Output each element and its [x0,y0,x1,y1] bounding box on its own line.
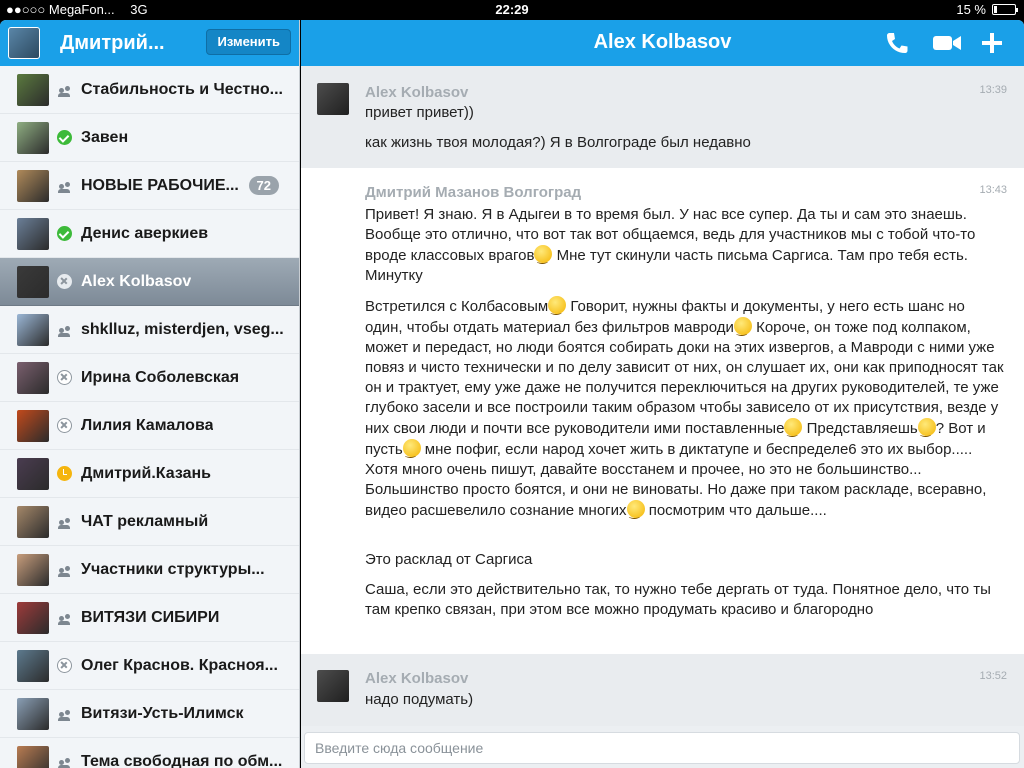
online-status-icon [57,130,72,145]
smiley-icon [627,500,645,518]
text-part: Мне тут скинули часть письма Саргиса. Там про тебя есть. Минутку [365,247,968,284]
text-part: Привет! Я знаю. Я в Адыгеи в то время был. У нас все супер. Да ты и сам это знаешь. Вообще это отлично, что вот так вот общаемся, ведь для участников мы с тобой что-то вроде классовых врагов [365,206,976,264]
contact-item[interactable] [0,498,299,546]
contact-name: ВИТЯЗИ СИБИРИ [81,608,220,626]
contact-avatar [17,410,49,442]
smiley-icon [784,418,802,436]
message-text [365,205,1005,286]
contact-name: Олег Краснов. Красноя... [81,656,278,674]
battery-icon [992,4,1016,15]
group-status-icon [57,514,72,529]
chat-title: Alex Kolbasov [593,31,732,53]
carrier-name: MegaFon... [48,2,115,17]
contact-name: Витязи-Усть-Илимск [81,704,244,722]
smiley-icon [918,418,936,436]
edit-button[interactable]: Изменить [206,29,291,55]
sender-name: Alex Kolbasov [365,670,469,687]
contact-item[interactable] [0,354,299,402]
message-text: как жизнь твоя молодая?) Я в Волгограде был недавно [365,134,751,151]
message-text: надо подумать) [365,691,474,708]
clock: 22:29 [495,2,529,17]
contact-name: Тема свободная по обм... [81,752,283,768]
group-status-icon [57,706,72,721]
contact-item[interactable] [0,210,299,258]
contact-avatar [17,458,49,490]
message-text [365,296,1005,521]
battery-percent: 15 % [956,2,986,17]
sender-name: Дмитрий Мазанов Волгоград [365,184,582,201]
text-part: посмотрим что дальше.... [644,502,827,519]
message-text: Это расклад от Саргиса [365,551,533,568]
network-type: 3G [130,2,148,17]
text-part: мне пофиг, если народ хочет жить в диктатупе и беспределе6 это их выбор..... Хотя много очень пишут, давайте восстанем и прочее, но это не большинство... Большинство просто боятся, и они не виноваты. Но даже при таком раскладе, всеравно, видео расшевелило сознание многих [365,441,987,519]
message-group [301,654,1024,726]
contact-name: Завен [81,128,129,146]
chat-panel [301,20,1024,768]
group-status-icon [57,322,72,337]
message-group [301,168,1024,654]
group-status-icon [57,562,72,577]
contact-avatar [17,170,49,202]
text-part: Короче, он тоже под колпаком, может и передаст, но люди боятся собирать доки на этих извергов, а Мавроди с ними уже повяз и чисто технически и по делу зависит от них, он слушает их, они как приподносят так он и трактует, ему уже даже не получится переключиться на других руководителей, те уже глубоко засели и все построили таким образом чтобы зависело от их присутствия, везде у них свои люди и почти все руководители ими поставленные [365,319,1004,437]
contact-item[interactable] [0,594,299,642]
group-status-icon [57,178,72,193]
contact-avatar [17,122,49,154]
phone-icon[interactable] [883,30,911,56]
offline-status-icon [57,274,72,289]
sender-avatar[interactable] [317,83,349,115]
away-status-icon [57,466,72,481]
message-text: привет привет)) [365,104,474,121]
contact-avatar [17,698,49,730]
contact-avatar [17,362,49,394]
sidebar-header [0,20,299,66]
contact-avatar [17,650,49,682]
contact-item[interactable] [0,306,299,354]
contact-name: Стабильность и Честно... [81,80,283,98]
chat-header [301,20,1024,66]
video-camera-icon[interactable] [931,30,963,56]
offline-status-icon [57,658,72,673]
contact-name: Денис аверкиев [81,224,209,242]
contact-name: Дмитрий.Казань [81,464,211,482]
contact-item[interactable] [0,114,299,162]
unread-badge: 72 [249,176,279,195]
group-status-icon [57,610,72,625]
contact-name: Участники структуры... [81,560,265,578]
group-status-icon [57,754,72,768]
contact-avatar [17,746,49,768]
contact-item[interactable] [0,450,299,498]
contact-item[interactable] [0,258,299,306]
contact-name: shklluz, misterdjen, vseg... [81,320,284,338]
smiley-icon [548,296,566,314]
contact-avatar [17,506,49,538]
contacts-sidebar [0,20,300,768]
contact-item[interactable] [0,162,299,210]
smiley-icon [534,245,552,263]
smiley-icon [734,317,752,335]
composer-bar [301,726,1024,768]
contact-avatar [17,74,49,106]
plus-icon[interactable] [978,30,1006,56]
text-part: Представляешь [802,420,918,437]
signal-icon: ●●○○○ [6,2,46,17]
text-part: Говорит, нужны факты и документы, у него есть шанс но один, чтобы отдать материал без фильтров мавроди [365,298,965,336]
contact-name: Alex Kolbasov [81,272,192,290]
message-text: Саша, если это действительно так, то нужно тебе дергать от туда. Понятное дело, что ты там крепко связан, при этом все можно продумать красиво и благородно [365,581,991,618]
offline-status-icon [57,370,72,385]
contact-avatar [17,314,49,346]
contact-item[interactable] [0,642,299,690]
status-bar [0,0,1024,20]
contact-item[interactable] [0,690,299,738]
contact-item[interactable] [0,546,299,594]
contact-name: ЧАТ рекламный [81,512,209,530]
contact-avatar [17,554,49,586]
battery-level [994,6,997,13]
group-status-icon [57,82,72,97]
contact-list [0,66,299,768]
text-part: ? Вот и пусть [365,420,986,458]
sender-avatar[interactable] [317,670,349,702]
message-time: 13:43 [979,184,1007,196]
contact-avatar [17,266,49,298]
message-group [301,66,1024,168]
offline-status-icon [57,418,72,433]
message-time: 13:52 [979,670,1007,682]
message-time: 13:39 [979,84,1007,96]
contact-name: Ирина Соболевская [81,368,240,386]
contact-name: НОВЫЕ РАБОЧИЕ... [81,176,239,194]
online-status-icon [57,226,72,241]
contact-item[interactable] [0,738,299,768]
smiley-icon [403,439,421,457]
contact-name: Лилия Камалова [81,416,214,434]
contact-item[interactable] [0,402,299,450]
user-name[interactable]: Дмитрий... [60,31,165,54]
battery-area [956,2,1016,17]
contact-item[interactable] [0,66,299,114]
message-input[interactable] [304,732,1020,764]
contact-avatar [17,602,49,634]
contact-avatar [17,218,49,250]
user-avatar[interactable] [8,27,40,59]
text-part: Встретился с Колбасовым [365,298,549,315]
sender-name: Alex Kolbasov [365,84,469,101]
